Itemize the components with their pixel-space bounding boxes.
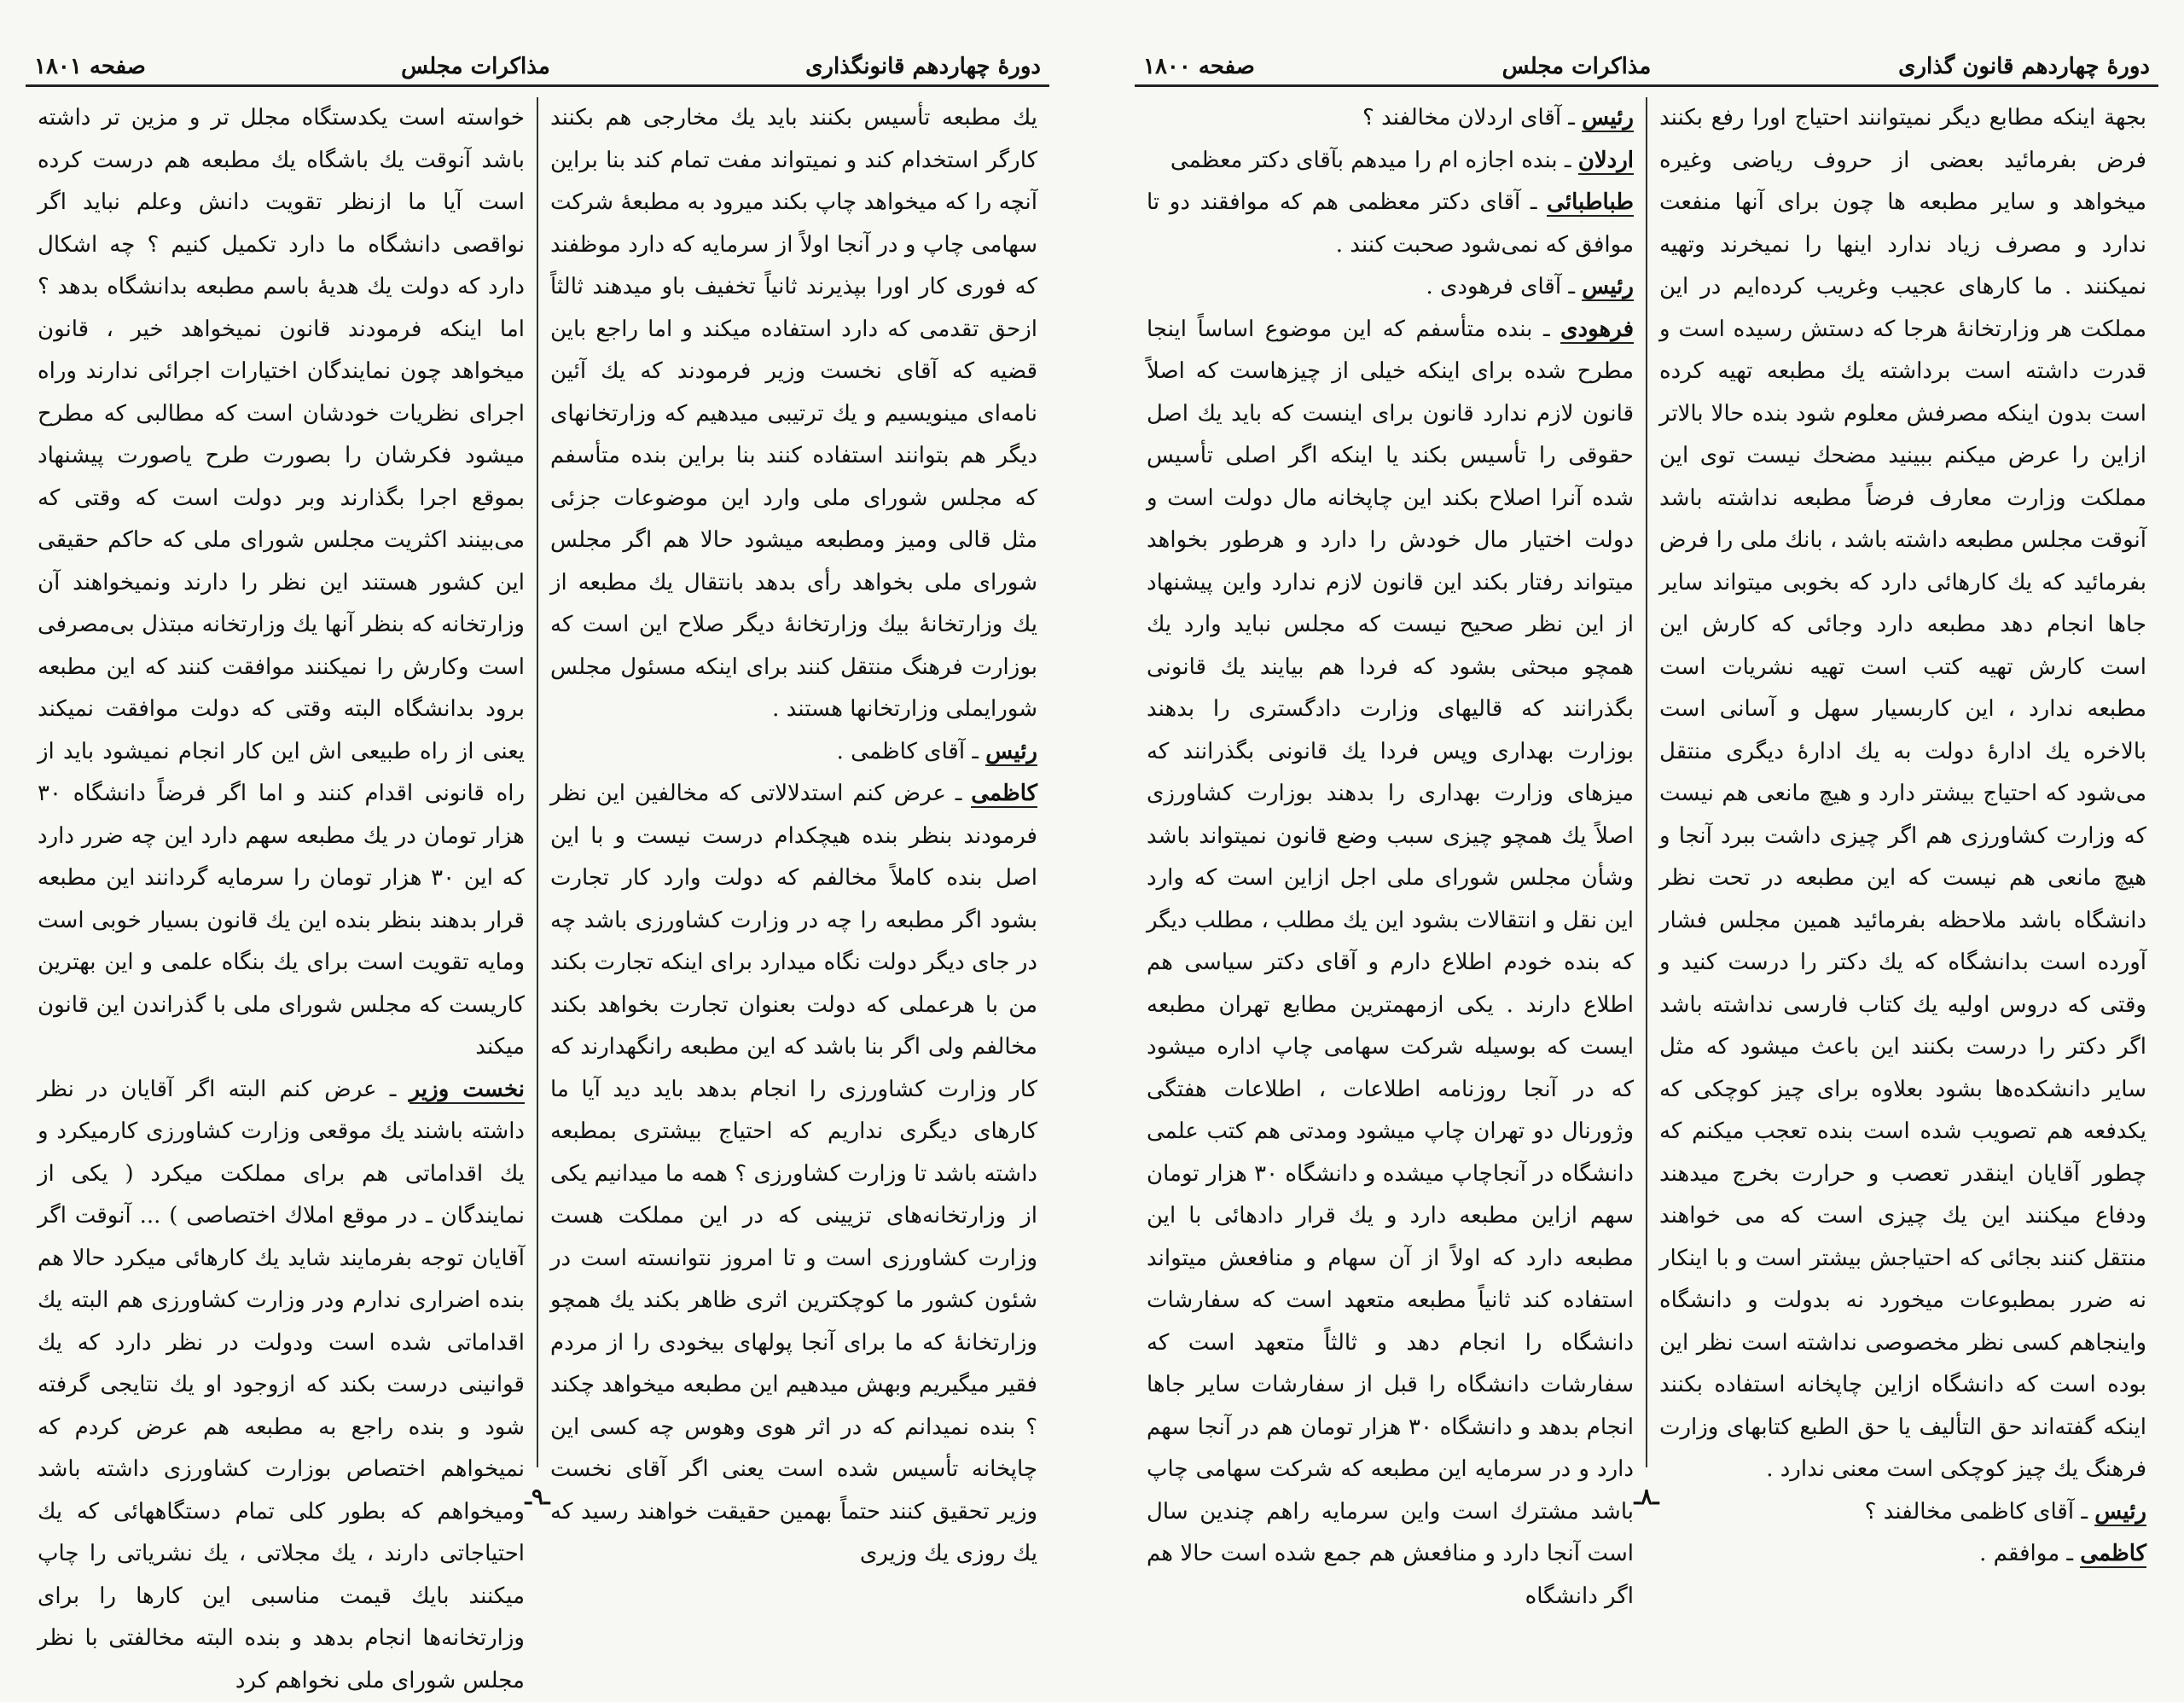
page-footer-number: ـ۹ـ: [26, 1484, 1049, 1510]
column-divider: [537, 97, 538, 1467]
speaker-name: رئیس: [1582, 274, 1634, 301]
paragraph: کاظمی ـ موافقم .: [1659, 1533, 2146, 1576]
speaker-name: کاظمی: [971, 781, 1037, 808]
column-left: [26, 97, 537, 1467]
header-page-number: صفحه ۱۸۰۱: [34, 54, 146, 79]
page-1801: [26, 43, 1049, 1519]
paragraph: فرهودی ـ بنده متأسفم که این موضوع اساساً اینجا مطرح شده برای اینکه خیلی از چیزهاست که اصلاً قانون لازم ندارد قانون برای اینست که باید یك اصل حقوقی را تأسیس بکند یا اینکه اگر اصلی تأسیس شده آنرا اصلاح بکند این چاپخانه مال دولت است و دولت اختیار مال خودش را دارد و هرطور بخواهد میتواند رفتار بکند این قانون لازم ندارد واین پیشنهاد از این نظر صحیح نیست که مجلس نباید وارد یك همچو مبحثی بشود که فردا هم بیایند یك قانونی بگذرانند که قالیهای وزارت دادگستری را بدهند بوزارت بهداری وپس فردا یك قانونی بگذرانند که میزهای وزارت بهداری را بدهند بوزارت کشاورزی اصلاً یك همچو چیزی سبب وضع قانون نمیتواند باشد وشأن مجلس شورای ملی اجل ازاین است که وارد این نقل و انتقالات بشود این یك مطلب ، مطلب دیگر که بنده خودم اطلاع دارم و آقای دکتر سیاسی هم اطلاع دارند . یکی ازمهمترین مطابع تهران مطبعه ایست که بوسیله شرکت سهامی چاپ اداره میشود که در آنجا روزنامه اطلاعات ، اطلاعات هفتگی وژورنال دو تهران چاپ میشود ومدتی هم کتب علمی دانشگاه در آنجاچاپ میشده و دانشگاه ۳۰ هزار تومان سهم ازاین مطبعه دارد و یك قرار دادهائی با این مطبعه دارد که اولاً از آن سهام و منافعش میتواند استفاده کند ثانیاً مطبعه متعهد است که سفارشات دانشگاه را انجام دهد و ثالثاً متعهد است که سفارشات دانشگاه را قبل از سفارشات سایر جاها انجام بدهد و دانشگاه ۳۰ هزار تومان هم در آنجا سهم دارد و در سرمایه این مطبعه که شرکت سهامی چاپ باشد مشترك است واین سرمایه راهم چندین سال است آنجا دارد و منافعش هم جمع شده است حالا هم اگر دانشگاه: [1147, 309, 1634, 1618]
speaker-name: فرهودی: [1560, 317, 1634, 344]
header-title: مذاکرات مجلس: [1502, 54, 1652, 79]
speaker-name: رئیس: [2094, 1499, 2146, 1526]
paragraph: طباطبائی ـ آقای دکتر معظمی هم که موافقند دو تا موافق که نمی‌شود صحبت کنند .: [1147, 182, 1634, 266]
paragraph: نخست وزیر ـ عرض کنم البته اگر آقایان در نظر داشته باشند یك موقعی وزارت کشاورزی کارمیکرد و یك اقداماتی هم برای مملکت میکرد ( یکی از نمایندگان ـ در موقع املاك اختصاصی ) ... آنوقت اگر آقایان توجه بفرمایند شاید یك کارهائی میکرد حالا هم بنده اضراری ندارم ودر وزارت کشاورزی هم البته یك اقداماتی شده است ودولت در نظر دارد که یك قوانینی درست بکند که ازوجود او یك نتایجی گرفته شود و بنده راجع به مطبعه هم عرض کردم که نمیخواهم اختصاص بوزارت کشاورزی داشته باشد ومیخواهم که بطور کلی تمام دستگاههائی که یك احتیاجاتی دارند ، یك مجلاتی ، یك نشریاتی را چاپ میکنند بایك قیمت مناسبی این کارها را برای وزارتخانه‌ها انجام بدهد و بنده البته مخالفتی با نظر مجلس شورای ملی نخواهم کرد: [38, 1069, 525, 1702]
paragraph: کاظمی ـ عرض کنم استدلالاتی که مخالفین این نظر فرمودند بنظر بنده هیچکدام درست نیست و با این اصل بنده کاملاً مخالفم که دولت وارد کار تجارت بشود اگر مطبعه را چه در وزارت کشاورزی باشد چه در جای دیگر دولت نگاه میدارد برای اینکه تجارت بکند من با هرعملی که دولت بعنوان تجارت بخواهد بکند مخالفم ولی اگر بنا باشد که این مطبعه رانگهدارند که کار وزارت کشاورزی را انجام بدهد باید دید آیا ما کارهای دیگری نداریم که احتیاج بیشتری بمطبعه داشته باشد تا وزارت کشاورزی ؟ همه ما میدانیم یکی از وزارتخانه‌های تزیینی که در این مملکت هست وزارت کشاورزی است و تا امروز نتوانسته است در شئون کشور ما کوچکترین اثری ظاهر بکند یك همچو وزارتخانهٔ که ما برای آنجا پولهای بیخودی را از مردم فقیر میگیریم وبهش میدهیم این مطبعه میخواهد چکند ؟ بنده نمیدانم که در اثر هوی وهوس چه کسی این چاپخانه تأسیس شده است یعنی اگر آقای نخست وزیر تحقیق کنند حتماً بهمین حقیقت خواهند رسید که یك روزی یك وزیری: [550, 773, 1037, 1576]
page-footer-number: ـ۸ـ: [1135, 1484, 2158, 1510]
header-page-number: صفحه ۱۸۰۰: [1143, 54, 1255, 79]
speaker-name: رئیس: [1582, 105, 1634, 132]
page-header: [1135, 43, 2158, 87]
column-left: [1135, 97, 1646, 1467]
speaker-name: نخست وزیر: [410, 1077, 525, 1104]
text-columns: [26, 97, 1049, 1467]
paragraph: رئیس ـ آقای اردلان مخالفند ؟: [1147, 97, 1634, 140]
paragraph: یك مطبعه تأسیس بکنند باید یك مخارجی هم بکنند کارگر استخدام کند و نمیتواند مفت تمام کند بنا براین آنچه را که میخواهد چاپ بکند میرود به مطبعهٔ شرکت سهامی چاپ و در آنجا اولاً از سرمایه که دارد موظفند که فوری کار اورا بپذیرند ثانیاً تخفیف باو میدهند ثالثاً ازحق تقدمی که دارد استفاده میکند و اما راجع باین قضیه که آقای نخست وزیر فرمودند که یك آئین نامه‌ای مینویسیم و یك ترتیبی میدهیم که وزارتخانهای دیگر هم بتوانند استفاده کنند بنا براین بنده متأسفم که مجلس شورای ملی وارد این موضوعات جزئی مثل قالی ومیز ومطبعه میشود حالا هم اگر مجلس شورای ملی بخواهد رأی بدهد بانتقال یك مطبعه از یك وزارتخانهٔ بیك وزارتخانهٔ دیگر صلاح این است که بوزارت فرهنگ منتقل کنند برای اینکه مسئول مجلس شورایملی وزارتخانها هستند .: [550, 97, 1037, 731]
header-title: مذاکرات مجلس: [401, 54, 550, 79]
paragraph: رئیس ـ آقای فرهودی .: [1147, 266, 1634, 309]
page-header: [26, 43, 1049, 87]
paragraph: رئیس ـ آقای کاظمی مخالفند ؟: [1659, 1491, 2146, 1534]
speaker-name: اردلان: [1578, 148, 1634, 175]
column-divider: [1646, 97, 1647, 1467]
paragraph: بجهة اینکه مطابع دیگر نمیتوانند احتیاج اورا رفع بکنند فرض بفرمائید بعضی از حروف ریاضی وغیره میخواهد و سایر مطبعه ها چون برای آنها منفعت ندارد و مصرف زیاد ندارد اینها را نمیخرند وتهیه نمیکنند . ما کارهای عجیب وغریب کرده‌ایم در این مملکت هر وزارتخانهٔ هرجا که دستش رسیده است و قدرت داشته است برداشته یك مطبعه تهیه کرده است بدون اینکه مصرفش معلوم شود بنده حالا بالاتر ازاین را عرض میکنم ببینید مضحك نیست توی این مملکت وزارت معارف فرضاً مطبعه نداشته باشد آنوقت مجلس مطبعه داشته باشد ، بانك ملی را فرض بفرمائید که یك کارهائی دارد که بخوبی میتواند سایر جاها انجام دهد مطبعه دارد وجائی که کارش این است کارش تهیه کتب است تهیه نشریات است مطبعه ندارد ، این کاربسیار سهل و آسانی است بالاخره یك ادارهٔ دولت به یك ادارهٔ دیگری منتقل می‌شود که احتیاج بیشتر دارد و هیچ مانعی هم نیست که وزارت کشاورزی هم اگر چیزی داشت ببرد آنجا و هیچ مانعی هم نیست که این مطبعه در تحت نظر دانشگاه باشد ملاحظه بفرمائید همین مجلس فشار آورده است بدانشگاه که یك دکتر را درست کنید و وقتی که دروس اولیه یك کتاب فارسی نداشته باشد اگر دکتر را درست بکنند این باعث میشود که مثل سایر دانشکده‌ها بشود بعلاوه برای چیز کوچکی که یکدفعه هم تصویب شده است بنده تعجب میکنم که چطور آقایان اینقدر تعصب و حرارت بخرج میدهند ودفاع میکنند این یك چیزی است که می خواهند منتقل کنند بجائی که احتیاجش بیشتر است و با اینکار نه ضرر بمطبوعات میخورد نه بدولت و دانشگاه واینجاهم کسی نظر مخصوصی نداشته است نظر این بوده است که دانشگاه ازاین چاپخانه استفاده بکنند اینکه گفته‌اند حق التألیف یا حق الطبع کتابهای وزارت فرهنگ یك چیز کوچکی است معنی ندارد .: [1659, 97, 2146, 1491]
column-right: [538, 97, 1049, 1467]
speaker-name: طباطبائی: [1547, 189, 1634, 217]
column-right: [1647, 97, 2158, 1467]
page-1800: [1135, 43, 2158, 1519]
text-columns: [1135, 97, 2158, 1467]
paragraph: خواسته است یکدستگاه مجلل تر و مزین تر داشته باشد آنوقت یك باشگاه یك مطبعه هم درست کرده است آیا ما ازنظر تقویت دانش وعلم نباید اگر نواقصی دانشگاه ما دارد تکمیل کنیم ؟ چه اشکال دارد که دولت یك هدیهٔ باسم مطبعه بدانشگاه بدهد ؟ اما اینکه فرمودند قانون نمیخواهد خیر ، قانون میخواهد چون نمایندگان اختیارات اجرائی ندارند وراه اجرای نظریات خودشان است که مطالبی که مطرح میشود فکرشان را بصورت طرح یاصورت پیشنهاد بموقع اجرا بگذارند وبر دولت است که وقتی که می‌بینند اکثریت مجلس شورای ملی که حاکم حقیقی این کشور هستند این نظر را دارند ونمیخواهند آن وزارتخانه که بنظر آنها یك وزارتخانه مبتذل بی‌مصرفی است وکارش را نمیکنند موافقت کنند که این مطبعه برود بدانشگاه البته وقتی که دولت موافقت نمیکند یعنی از راه طبیعی اش این کار انجام نمیشود باید از راه قانونی اقدام کنند و اما اگر فرضاً دانشگاه ۳۰ هزار تومان در یك مطبعه سهم دارد این چه ضرر دارد که این ۳۰ هزار تومان را سرمایه گردانند این مطبعه قرار بدهند بنظر بنده این یك قانون بسیار خوبی است ومایه تقویت است برای یك بنگاه علمی و این بهترین کاریست که مجلس شورای ملی با گذراندن این قانون میکند: [38, 97, 525, 1069]
speaker-name: کاظمی: [2080, 1541, 2146, 1568]
speaker-name: رئیس: [985, 739, 1037, 766]
header-session: دورهٔ چهاردهم قانون گذاری: [1898, 54, 2150, 79]
header-session: دورهٔ چهاردهم قانونگذاری: [805, 54, 1041, 79]
paragraph: رئیس ـ آقای کاظمی .: [550, 731, 1037, 774]
paragraph: اردلان ـ بنده اجازه ام را میدهم بآقای دکتر معظمی: [1147, 140, 1634, 183]
